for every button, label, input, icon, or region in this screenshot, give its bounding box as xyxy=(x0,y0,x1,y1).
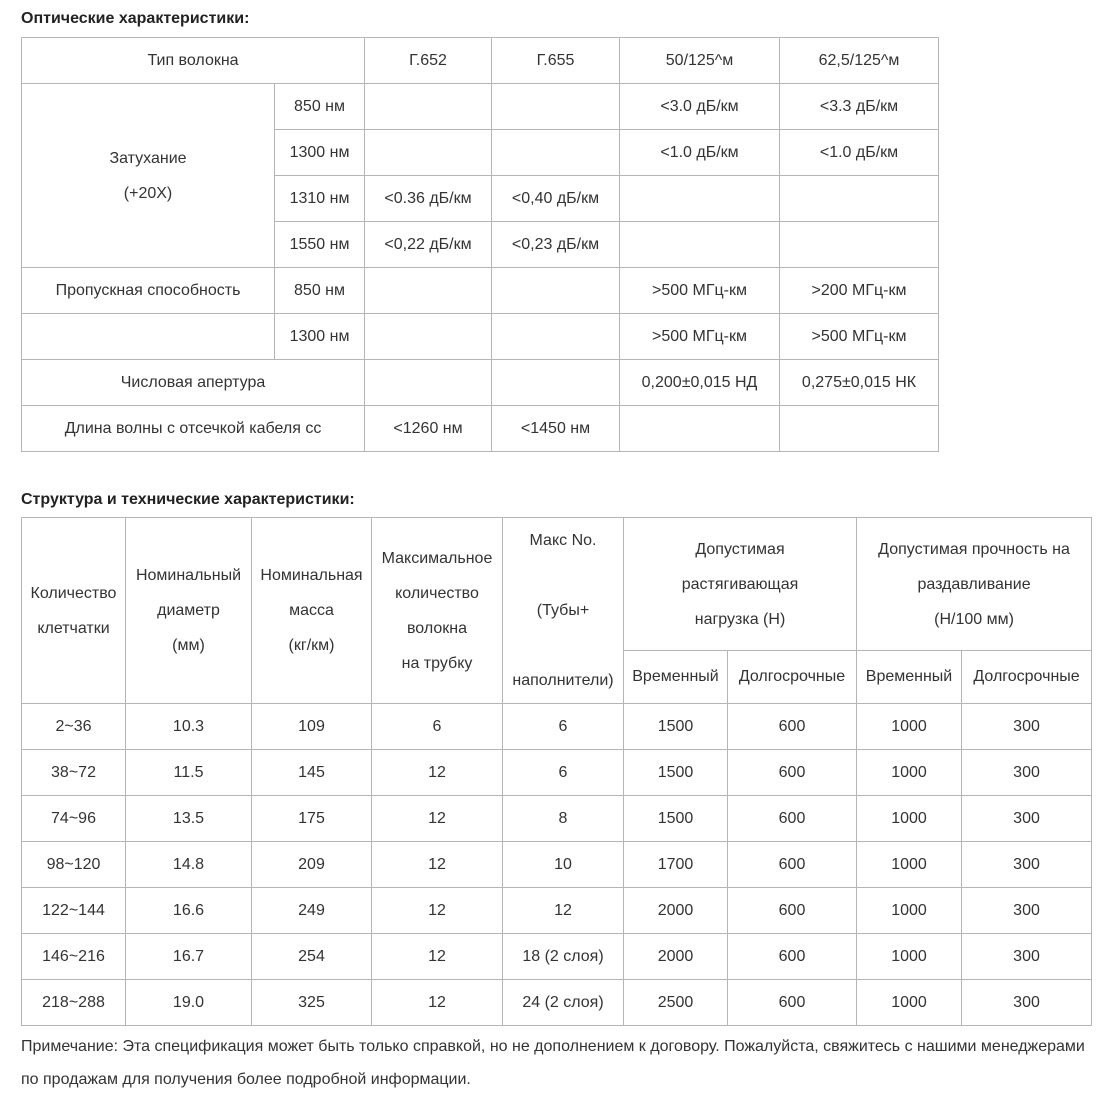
table-row xyxy=(22,406,939,452)
cell-diameter: 14.8 xyxy=(126,842,252,888)
value-cell: <0.36 дБ/км xyxy=(365,176,492,222)
cell-count: 2~36 xyxy=(22,704,126,750)
table-row xyxy=(22,314,939,360)
header-tensile-long-term: Долгосрочные xyxy=(728,651,857,704)
header-line: растягивающая xyxy=(681,575,799,593)
cell-max-no: 24 (2 слоя) xyxy=(503,980,624,1026)
cell-crush-short: 1000 xyxy=(857,888,962,934)
bandwidth-label: Пропускная способность xyxy=(22,268,275,314)
header-tensile-short-term: Временный xyxy=(624,651,728,704)
header-mm50: 50/125^м xyxy=(620,38,780,84)
cell-crush-long: 300 xyxy=(962,888,1092,934)
cell-mass: 249 xyxy=(252,888,372,934)
header-nominal-diameter xyxy=(126,518,252,704)
cell-mass: 175 xyxy=(252,796,372,842)
cell-max-fiber: 12 xyxy=(372,888,503,934)
header-crush-short-term: Временный xyxy=(857,651,962,704)
cell-tensile-short: 1500 xyxy=(624,750,728,796)
cell-max-fiber: 12 xyxy=(372,750,503,796)
cell-max-no: 12 xyxy=(503,888,624,934)
header-nominal-mass xyxy=(252,518,372,704)
cell-diameter: 10.3 xyxy=(126,704,252,750)
wavelength-cell: 1310 нм xyxy=(275,176,365,222)
value-cell: <1.0 дБ/км xyxy=(620,130,780,176)
value-cell xyxy=(620,406,780,452)
header-line: клетчатки xyxy=(37,619,110,637)
cell-crush-long: 300 xyxy=(962,980,1092,1026)
value-cell xyxy=(780,222,939,268)
wavelength-cell: 1550 нм xyxy=(275,222,365,268)
cell-diameter: 16.7 xyxy=(126,934,252,980)
header-fiber-count xyxy=(22,518,126,704)
wavelength-cell: 850 нм xyxy=(275,84,365,130)
attenuation-label-line2: (+20X) xyxy=(123,184,173,202)
header-line: Номинальная xyxy=(260,567,363,584)
optical-characteristics-table xyxy=(21,37,939,452)
value-cell xyxy=(492,268,620,314)
value-cell xyxy=(365,268,492,314)
cell-tensile-long: 600 xyxy=(728,796,857,842)
cell-crush-long: 300 xyxy=(962,842,1092,888)
cell-crush-short: 1000 xyxy=(857,750,962,796)
value-cell: 0,275±0,015 НК xyxy=(780,360,939,406)
cell-crush-long: 300 xyxy=(962,704,1092,750)
table-row xyxy=(22,980,1092,1026)
cell-crush-short: 1000 xyxy=(857,842,962,888)
aperture-label: Числовая апертура xyxy=(22,360,365,406)
cell-crush-long: 300 xyxy=(962,934,1092,980)
cell-max-fiber: 12 xyxy=(372,934,503,980)
structure-specs-table xyxy=(21,517,1092,1026)
cell-tensile-short: 2000 xyxy=(624,888,728,934)
value-cell: <1450 нм xyxy=(492,406,620,452)
cell-diameter: 11.5 xyxy=(126,750,252,796)
value-cell xyxy=(620,176,780,222)
cell-crush-short: 1000 xyxy=(857,980,962,1026)
header-line: наполнители) xyxy=(512,672,614,689)
header-line: диаметр xyxy=(157,602,220,619)
value-cell xyxy=(492,130,620,176)
header-line: Макс No. xyxy=(529,532,597,549)
header-line: нагрузка (Н) xyxy=(694,610,786,628)
cell-crush-short: 1000 xyxy=(857,796,962,842)
cell-max-no: 6 xyxy=(503,750,624,796)
value-cell xyxy=(780,406,939,452)
structure-section-title: Структура и технические характеристики: xyxy=(21,491,355,508)
cell-mass: 209 xyxy=(252,842,372,888)
cell-mass: 109 xyxy=(252,704,372,750)
table-row xyxy=(22,888,1092,934)
cell-count: 74~96 xyxy=(22,796,126,842)
value-cell: >500 МГц-км xyxy=(780,314,939,360)
cell-max-fiber: 12 xyxy=(372,980,503,1026)
value-cell: <1.0 дБ/км xyxy=(780,130,939,176)
value-cell xyxy=(365,314,492,360)
cell-tensile-long: 600 xyxy=(728,750,857,796)
cell-max-no: 6 xyxy=(503,704,624,750)
table-row xyxy=(22,268,939,314)
cell-diameter: 19.0 xyxy=(126,980,252,1026)
header-line: Номинальный xyxy=(135,567,242,584)
cell-mass: 325 xyxy=(252,980,372,1026)
cell-count: 146~216 xyxy=(22,934,126,980)
header-mm625: 62,5/125^м xyxy=(780,38,939,84)
header-line: Максимальное xyxy=(381,549,493,567)
cell-tensile-short: 1700 xyxy=(624,842,728,888)
header-line: (кг/км) xyxy=(288,637,335,654)
cell-crush-long: 300 xyxy=(962,750,1092,796)
table-header-row xyxy=(22,518,1092,651)
header-line: масса xyxy=(289,602,334,619)
cell-tensile-long: 600 xyxy=(728,704,857,750)
structure-table-body xyxy=(22,704,1092,1026)
value-cell: <1260 нм xyxy=(365,406,492,452)
value-cell: 0,200±0,015 НД xyxy=(620,360,780,406)
cell-max-no: 8 xyxy=(503,796,624,842)
value-cell xyxy=(365,84,492,130)
cell-max-no: 18 (2 слоя) xyxy=(503,934,624,980)
header-g652: Г.652 xyxy=(365,38,492,84)
cell-tensile-long: 600 xyxy=(728,842,857,888)
cell-diameter: 13.5 xyxy=(126,796,252,842)
cell-count: 98~120 xyxy=(22,842,126,888)
value-cell: <0,23 дБ/км xyxy=(492,222,620,268)
value-cell: >500 МГц-км xyxy=(620,314,780,360)
value-cell xyxy=(365,130,492,176)
cell-max-fiber: 12 xyxy=(372,842,503,888)
attenuation-label xyxy=(22,84,275,268)
cell-crush-long: 300 xyxy=(962,796,1092,842)
table-row xyxy=(22,360,939,406)
header-tensile-load xyxy=(624,518,857,651)
cell-count: 38~72 xyxy=(22,750,126,796)
value-cell xyxy=(492,84,620,130)
header-line: (мм) xyxy=(172,637,205,654)
cutoff-label: Длина волны с отсечкой кабеля cc xyxy=(22,406,365,452)
cell-mass: 254 xyxy=(252,934,372,980)
header-line: Допустимая xyxy=(695,540,785,558)
header-crush-long-term: Долгосрочные xyxy=(962,651,1092,704)
value-cell: <3.3 дБ/км xyxy=(780,84,939,130)
header-fiber-type: Тип волокна xyxy=(22,38,365,84)
table-row xyxy=(22,796,1092,842)
cell-count: 122~144 xyxy=(22,888,126,934)
table-row xyxy=(22,842,1092,888)
empty-label-cell xyxy=(22,314,275,360)
cell-crush-short: 1000 xyxy=(857,934,962,980)
value-cell: <0,22 дБ/км xyxy=(365,222,492,268)
cell-tensile-short: 1500 xyxy=(624,796,728,842)
table-header-row xyxy=(22,38,939,84)
header-line: раздавливание xyxy=(917,575,1031,593)
value-cell xyxy=(492,360,620,406)
header-crush-resistance xyxy=(857,518,1092,651)
cell-max-fiber: 6 xyxy=(372,704,503,750)
cell-tensile-short: 2000 xyxy=(624,934,728,980)
cell-max-no: 10 xyxy=(503,842,624,888)
header-line: (Тубы+ xyxy=(536,602,590,619)
header-line: волокна xyxy=(406,619,467,637)
header-line: (Н/100 мм) xyxy=(934,610,1014,628)
table-row xyxy=(22,750,1092,796)
header-line: Допустимая прочность на xyxy=(878,540,1070,558)
table-row xyxy=(22,704,1092,750)
value-cell: <3.0 дБ/км xyxy=(620,84,780,130)
cell-tensile-long: 600 xyxy=(728,888,857,934)
cell-tensile-short: 2500 xyxy=(624,980,728,1026)
header-line: на трубку xyxy=(401,654,473,672)
wavelength-cell: 1300 нм xyxy=(275,314,365,360)
value-cell: >200 МГц-км xyxy=(780,268,939,314)
table-row xyxy=(22,84,939,130)
cell-max-fiber: 12 xyxy=(372,796,503,842)
wavelength-cell: 850 нм xyxy=(275,268,365,314)
value-cell xyxy=(780,176,939,222)
header-max-fiber-per-tube xyxy=(372,518,503,704)
cell-count: 218~288 xyxy=(22,980,126,1026)
footnote: Примечание: Эта спецификация может быть только справкой, но не дополнением к договору. Пожалуйста, свяжитесь с нашими менеджерами по продажам для получения более подробной информации. xyxy=(21,1038,1085,1088)
table-row xyxy=(22,934,1092,980)
value-cell xyxy=(365,360,492,406)
header-line: количество xyxy=(395,584,479,602)
cell-mass: 145 xyxy=(252,750,372,796)
cell-tensile-long: 600 xyxy=(728,980,857,1026)
header-g655: Г.655 xyxy=(492,38,620,84)
cell-diameter: 16.6 xyxy=(126,888,252,934)
value-cell xyxy=(492,314,620,360)
attenuation-label-line1: Затухание xyxy=(109,149,187,167)
value-cell xyxy=(620,222,780,268)
header-max-number xyxy=(503,518,624,704)
wavelength-cell: 1300 нм xyxy=(275,130,365,176)
optical-section-title: Оптические характеристики: xyxy=(21,10,250,27)
cell-tensile-short: 1500 xyxy=(624,704,728,750)
value-cell: >500 МГц-км xyxy=(620,268,780,314)
value-cell: <0,40 дБ/км xyxy=(492,176,620,222)
cell-crush-short: 1000 xyxy=(857,704,962,750)
header-line: Количество xyxy=(30,584,117,602)
cell-tensile-long: 600 xyxy=(728,934,857,980)
